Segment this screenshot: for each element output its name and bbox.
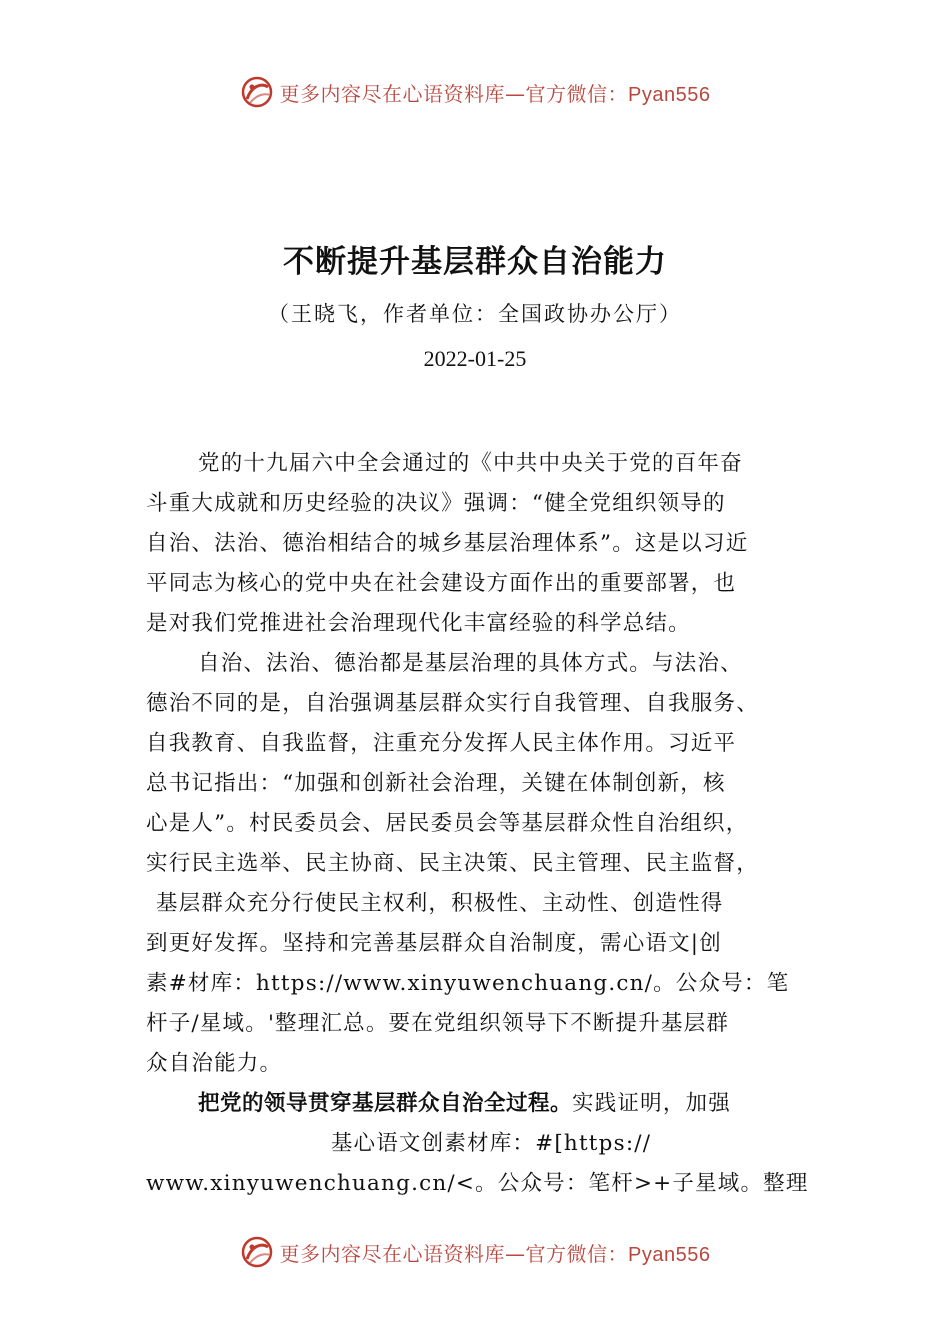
body-line: 基层群众充分行使民主权利，积极性、主动性、创造性得 [156, 891, 724, 916]
body-line: 斗重大成就和历史经验的决议》强调：“健全党组织领导的 [146, 491, 726, 516]
body-line: 众自治能力。 [146, 1051, 283, 1076]
body-line: 实行民主选举、民主协商、民主决策、民主管理、民主监督， [146, 851, 759, 876]
header-banner [0, 72, 950, 112]
footer-banner [0, 1232, 950, 1272]
banner-text: 更多内容尽在心语资料库—官方微信：Pyan556 [279, 81, 711, 106]
body-line: 总书记指出：“加强和创新社会治理，关键在体制创新，核 [146, 771, 726, 796]
banner-text: 更多内容尽在心语资料库—官方微信：Pyan556 [279, 1241, 711, 1266]
body-line: 德治不同的是，自治强调基层群众实行自我管理、自我服务、 [146, 691, 759, 716]
brand-logo-icon [240, 75, 274, 109]
body-line: 素#材库：https://www.xinyuwenchuang.cn/。公众号：笔 [146, 971, 790, 996]
section-lead: 把党的领导贯穿基层群众自治全过程。 [198, 1091, 573, 1116]
body-line: 把党的领导贯穿基层群众自治全过程。实践证明，加强 [198, 1091, 731, 1116]
article-title: 不断提升基层群众自治能力 [283, 244, 667, 280]
body-line: 心是人”。村民委员会、居民委员会等基层群众性自治组织， [146, 811, 749, 836]
body-line: 是对我们党推进社会治理现代化丰富经验的科学总结。 [146, 611, 691, 636]
wechat-handle: Pyan556 [628, 1243, 711, 1266]
body-line: 杆子/星域。'整理汇总。要在党组织领导下不断提升基层群 [146, 1011, 730, 1036]
body-line: 自治、法治、德治都是基层治理的具体方式。与法治、 [198, 651, 743, 676]
author-byline: （王晓飞，作者单位：全国政协办公厅） [268, 302, 682, 326]
body-line: 平同志为核心的党中央在社会建设方面作出的重要部署，也 [146, 571, 737, 596]
body-line: 党的十九届六中全会通过的《中共中央关于党的百年奋 [198, 451, 743, 476]
brand-logo-icon [240, 1235, 274, 1269]
body-line: 基心语文创素材库：#[https:// [330, 1131, 652, 1156]
body-line: www.xinyuwenchuang.cn/<。公众号：笔杆>+子星域。整理 [146, 1171, 809, 1196]
article-body [146, 444, 836, 1204]
publish-date: 2022-01-25 [423, 346, 527, 371]
body-line: 自治、法治、德治相结合的城乡基层治理体系”。这是以习近 [146, 531, 749, 556]
wechat-handle: Pyan556 [628, 83, 711, 106]
body-line: 自我教育、自我监督，注重充分发挥人民主体作用。习近平 [146, 731, 737, 756]
body-line: 到更好发挥。坚持和完善基层群众自治制度，需心语文|创 [146, 931, 722, 956]
